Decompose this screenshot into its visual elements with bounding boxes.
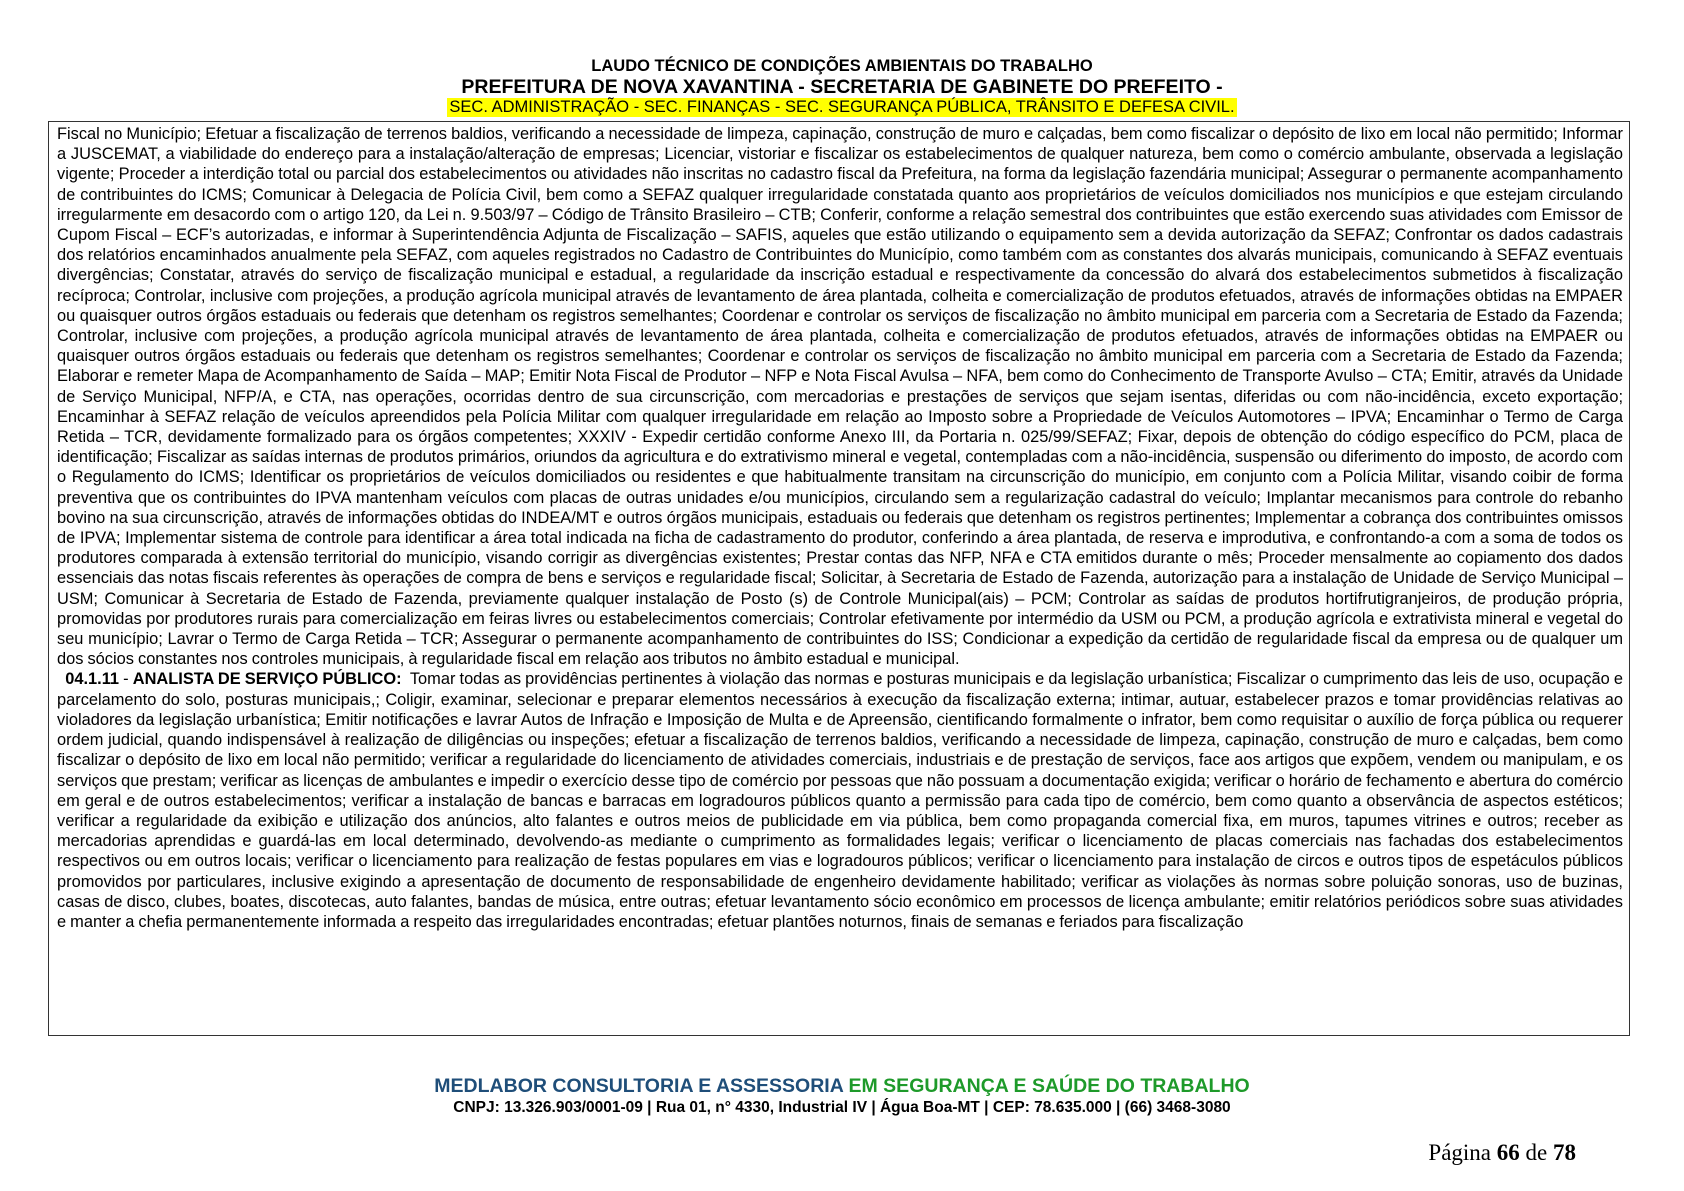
report-title: LAUDO TÉCNICO DE CONDIÇÕES AMBIENTAIS DO TRABALHO bbox=[591, 57, 1093, 75]
company-name bbox=[0, 1074, 1684, 1098]
page-current: 66 bbox=[1496, 1140, 1520, 1165]
company-name-blue: MEDLABOR CONSULTORIA E ASSESSORIA bbox=[434, 1075, 844, 1097]
page-separator: de bbox=[1519, 1140, 1553, 1165]
section-number: 04.1.11 bbox=[65, 670, 120, 689]
section-title: ANALISTA DE SERVIÇO PÚBLICO: bbox=[132, 670, 402, 689]
page-number bbox=[1428, 1140, 1576, 1166]
paragraph-analista-section bbox=[57, 669, 1623, 932]
company-name-green: EM SEGURANÇA E SAÚDE DO TRABALHO bbox=[843, 1075, 1250, 1097]
document-footer bbox=[0, 1074, 1684, 1118]
highlighted-departments: SEC. ADMINISTRAÇÃO - SEC. FINANÇAS - SEC. SEGURANÇA PÚBLICA, TRÂNSITO E DEFESA CIVIL. bbox=[449, 98, 1235, 116]
paragraph-fiscal-duties: Fiscal no Município; Efetuar a fiscalização de terrenos baldios, verificando a necessidade de limpeza, capinação, construção de muro e calçadas, bem como fiscalizar o depósito de lixo em local não permitido; Informar a JUSCEMAT, a viabilidade do endereço para a instalação/alteração de empresas; Licenciar, vistoriar e fiscalizar os estabelecimentos de qualquer natureza, bem como o comércio ambulante, observada a legislação vigente; Proceder a interdição total ou parcial dos estabelecimentos ou atividades não inscritas no cadastro fiscal da Prefeitura, na forma da legislação fazendária municipal; Assegurar o permanente acompanhamento de contribuintes do ICMS; Comunicar à Delegacia de Polícia Civil, bem como a SEFAZ qualquer irregularidade constatada quanto aos proprietários de veículos domiciliados nos municípios e que estejam circulando irregularmente em desacordo com o artigo 120, da Lei n. 9.503/97 – Código de Trânsito Brasileiro – CTB; Conferir, conforme a relação semestral dos contribuintes que estão exercendo suas atividades com Emissor de Cupom Fiscal – ECF’s autorizadas, e informar à Superintendência Adjunta de Fiscalização – SAFIS, aqueles que estão utilizando o equipamento sem a devida autorização da SEFAZ; Confrontar os dados cadastrais dos relatórios encaminhados anualmente pela SEFAZ, com aqueles registrados no Cadastro de Contribuintes do Município, como também com as constantes dos alvarás municipais, comunicando à SEFAZ eventuais divergências; Constatar, através do serviço de fiscalização municipal e estadual, a regularidade da inscrição estadual e respectivamente da concessão do alvará dos estabelecimentos submetidos à fiscalização recíproca; Controlar, inclusive com projeções, a produção agrícola municipal através de levantamento de área plantada, colheita e comercialização de produtos efetuados, através de informações obtidas na EMPAER ou quaisquer outros órgãos estaduais ou federais que detenham os registros semelhantes; Coordenar e controlar os serviços de fiscalização no âmbito municipal em parceria com a Secretaria de Estado da Fazenda; Controlar, inclusive com projeções, a produção agrícola municipal através de levantamento de área plantada, colheita e comercialização de produtos efetuados, através de informações obtidas na EMPAER ou quaisquer outros órgãos estaduais ou federais que detenham os registros semelhantes; Coordenar e controlar os serviços de fiscalização no âmbito municipal em parceria com a Secretaria de Estado da Fazenda; Elaborar e remeter Mapa de Acompanhamento de Saída – MAP; Emitir Nota Fiscal de Produtor – NFP e Nota Fiscal Avulsa – NFA, bem como do Conhecimento de Transporte Avulso – CTA; Emitir, através da Unidade de Serviço Municipal, NFP/A, e CTA, nas operações, ocorridas dentro de sua circunscrição, com mercadorias e prestações de serviços que sejam isentas, diferidas ou com não-incidência, exceto exportação; Encaminhar à SEFAZ relação de veículos apreendidos pela Polícia Militar com qualquer irregularidade em relação ao Imposto sobre a Propriedade de Veículos Automotores – IPVA; Encaminhar o Termo de Carga Retida – TCR, devidamente formalizado para os órgãos competentes; XXXIV - Expedir certidão conforme Anexo III, da Portaria n. 025/99/SEFAZ; Fixar, depois de obtenção do código específico do PCM, placa de identificação; Fiscalizar as saídas internas de produtos primários, oriundos da agricultura e do extrativismo mineral e vegetal, contempladas com a não-incidência, suspensão ou diferimento do imposto, de acordo com o Regulamento do ICMS; Identificar os proprietários de veículos domiciliados ou residentes e que habitualmente transitam na circunscrição do município, em conjunto com a Polícia Militar, visando coibir de forma preventiva que os contribuintes do IPVA mantenham veículos com placas de outras unidades e/ou municípios, circulando sem a regularização cadastral do veículo; Implantar mecanismos para controle do rebanho bovino na sua circunscrição, através de informações obtidas do INDEA/MT e outros órgãos municipais, estaduais ou federais que detenham os registros pertinentes; Implementar a cobrança dos contribuintes omissos de IPVA; Implementar sistema de controle para identificar a área total indicada na ficha de cadastramento do produtor, conferindo a área plantada, de reserva e improdutiva, e confrontando-a com a soma de todos os produtores comparada à extensão territorial do município, visando corrigir as divergências existentes; Prestar contas das NFP, NFA e CTA emitidos durante o mês; Proceder mensalmente ao copiamento dos dados essenciais das notas fiscais referentes às operações de compra de bens e serviços e regularidade fiscal; Solicitar, à Secretaria de Estado de Fazenda, autorização para a instalação de Unidade de Serviço Municipal – USM; Comunicar à Secretaria de Estado de Fazenda, previamente qualquer instalação de Posto (s) de Controle Municipal(ais) – PCM; Controlar as saídas de produtos hortifrutigranjeiros, de produção própria, promovidas por produtores rurais para comercialização em feiras livres ou estabelecimentos comerciais; Controlar efetivamente por intermédio da USM ou PCM, a produção agrícola e extrativista mineral e vegetal do seu município; Lavrar o Termo de Carga Retida – TCR; Assegurar o permanente acompanhamento de contribuintes do ISS; Condicionar a expedição da certidão de regularidade fiscal da empresa ou de qualquer um dos sócios constantes nos controles municipais, à regularidade fiscal em relação aos tributos no âmbito estadual e municipal. bbox=[57, 125, 1623, 669]
company-address: CNPJ: 13.326.903/0001-09 | Rua 01, n° 4330, Industrial IV | Água Boa-MT | CEP: 78.635.000 | (66) 3468-3080 bbox=[453, 1099, 1231, 1116]
page-total: 78 bbox=[1553, 1140, 1576, 1165]
page-prefix: Página bbox=[1428, 1140, 1497, 1165]
section-separator: - bbox=[119, 670, 133, 689]
content-frame bbox=[48, 121, 1630, 1036]
organization-title: PREFEITURA DE NOVA XAVANTINA - SECRETARIA DE GABINETE DO PREFEITO - bbox=[461, 76, 1223, 98]
section-text: Tomar todas as providências pertinentes à violação das normas e posturas municipais e da legislação urbanística; Fiscalizar o cumprimento das leis de uso, ocupação e parcelamento do solo, posturas municipais,; Coligir, examinar, selecionar e preparar elementos necessários à execução da fiscalização externa; intimar, autuar, estabelecer prazos e tomar providências relativas ao violadores da legislação urbanística; Emitir notificações e lavrar Autos de Infração e Imposição de Multa e de Apreensão, cientificando formalmente o infrator, bem como requisitar o auxílio de força pública ou requerer ordem judicial, quando indispensável à realização de diligências ou inspeções; efetuar a fiscalização de terrenos baldios, verificando a necessidade de limpeza, capinação, construção de muro e calçadas, bem como fiscalizar o depósito de lixo em local não permitido; verificar a regularidade do licenciamento de atividades comerciais, industriais e de prestação de serviços, face aos artigos que expõem, vendem ou manipulam, e os serviços que prestam; verificar as licenças de ambulantes e impedir o exercício desse tipo de comércio por pessoas que não possuam a documentação exigida; verificar o horário de fechamento e abertura do comércio em geral e de outros estabelecimentos; verificar a instalação de bancas e barracas em logradouros públicos quanto a permissão para cada tipo de comércio, bem como quanto a observância de aspectos estéticos; verificar a regularidade da exibição e utilização dos anúncios, alto falantes e outros meios de publicidade em via pública, bem como propaganda comercial fixa, em muros, tapumes vitrines e outros; receber as mercadorias aprendidas e guardá-las em local determinado, devolvendo-as mediante o cumprimento as formalidades legais; verificar o licenciamento de placas comerciais nas fachadas dos estabelecimentos respectivos ou em outros locais; verificar o licenciamento para realização de festas populares em vias e logradouros públicos; verificar o licenciamento para instalação de circos e outros tipos de espetáculos públicos promovidos por particulares, inclusive exigindo a apresentação de documento de responsabilidade de engenheiro devidamente habilitado; verificar as violações às normas sobre poluição sonoras, uso de buzinas, casas de disco, clubes, boates, discotecas, auto falantes, bandas de música, entre outras; efetuar levantamento sócio econômico em processos de licença ambulante; emitir relatórios periódicos sobre suas atividades e manter a chefia permanentemente informada a respeito das irregularidades encontradas; efetuar plantões noturnos, finais de semanas e feriados para fiscalização bbox=[57, 670, 1624, 931]
document-header bbox=[0, 56, 1684, 117]
